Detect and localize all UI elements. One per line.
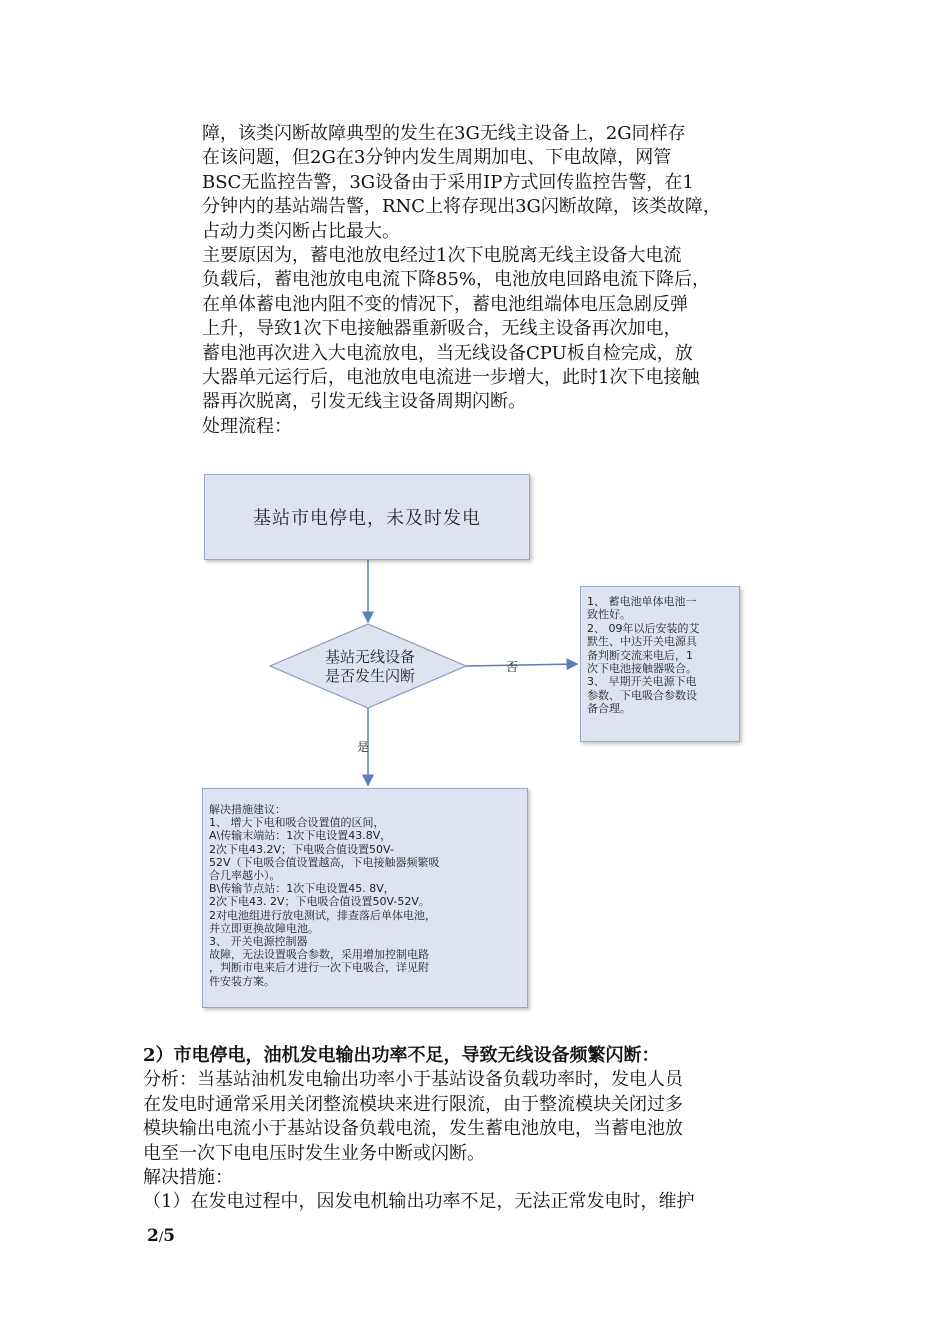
box-text-line: 2对电池组进行放电测试，排查落后单体电池， (209, 908, 436, 922)
box-text-line: ，判断市电来后才进行一次下电吸合，详见附 (209, 961, 429, 975)
box-text-line: A\传输末端站：1次下电设置43.8V， (209, 829, 392, 843)
box-text-line: 3、 早期开关电源下电 (587, 675, 697, 689)
box-text-line: 备合理。 (587, 702, 631, 716)
section-heading: 2）市电停电，油机发电输出功率不足，导致无线设备频繁闪断： (143, 1045, 660, 1066)
box-text-line: 次下电池接触器吸合。 (587, 662, 697, 676)
yes-label: 是 (357, 740, 370, 754)
text-line: 蓄电池再次进入大电流放电，当无线设备CPU板自检完成，放 (202, 342, 693, 364)
no-branch-box (580, 586, 740, 742)
box-text-line: 参数、下电吸合参数设 (587, 688, 697, 702)
process-flowchart (180, 462, 780, 1022)
total-pages: 5 (163, 1226, 176, 1246)
box-text-line: 解决措施建议： (209, 803, 286, 816)
page-number (147, 1226, 175, 1246)
box-text-line: 合几率越小）。 (209, 869, 281, 883)
text-line: 在单体蓄电池内阻不变的情况下，蓄电池组端体电压急剧反弹 (202, 293, 688, 315)
box-text-line: 默生、中达开关电源具 (587, 635, 697, 649)
text-line: （1）在发电过程中，因发电机输出功率不足，无法正常发电时，维护 (143, 1191, 695, 1213)
text-line: 大器单元运行后，电池放电电流进一步增大，此时1次下电接触 (202, 367, 700, 389)
decision-label (280, 648, 460, 686)
page-separator: / (158, 1230, 164, 1245)
box-text-line: 2、 09年以后安装的艾 (587, 621, 700, 635)
start-box-label: 基站市电停电，未及时发电 (253, 508, 481, 529)
text-line: 障，该类闪断故障典型的发生在3G无线主设备上，2G同样存 (202, 123, 686, 144)
box-text-line: 3、 开关电源控制器 (209, 935, 308, 949)
box-text-line: 致性好。 (587, 608, 631, 622)
box-text-line: B\传输节点站：1次下电设置45. 8V， (209, 882, 395, 896)
text-line: 主要原因为，蓄电池放电经过1次下电脱离无线主设备大电流 (202, 245, 682, 267)
text-line: 在该问题，但2G在3分钟内发生周期加电、下电故障，网管 (202, 147, 672, 169)
text-line: 分析：当基站油机发电输出功率小于基站设备负载功率时，发电人员 (143, 1069, 683, 1091)
decision-line: 是否发生闪断 (324, 667, 415, 685)
text-line: 处理流程： (202, 415, 292, 437)
intro-paragraph (202, 122, 814, 439)
text-line: 电至一次下电电压时发生业务中断或闪断。 (143, 1142, 485, 1164)
text-line: 在发电时通常采用关闭整流模块来进行限流，由于整流模块关闭过多 (143, 1093, 683, 1115)
start-box (204, 474, 530, 560)
no-label: 否 (506, 660, 519, 674)
text-line: 器再次脱离，引发无线主设备周期闪断。 (202, 391, 526, 413)
current-page: 2 (147, 1226, 159, 1246)
text-line: 解决措施： (143, 1167, 233, 1189)
text-line: 上升，导致1次下电接触器重新吸合，无线主设备再次加电， (202, 318, 682, 340)
text-line: 分钟内的基站端告警，RNC上将存现出3G闪断故障，该类故障， (202, 196, 721, 218)
decision-line: 基站无线设备 (324, 648, 415, 666)
arrow-no (466, 664, 577, 666)
box-text-line: 并立即更换故障电池。 (209, 921, 319, 935)
box-text-line: 备判断交流来电后，1 (587, 648, 693, 662)
box-text-line: 1、 蓄电池单体电池一 (587, 595, 697, 608)
text-line: 模块输出电流小于基站设备负载电流，发生蓄电池放电，当蓄电池放 (143, 1118, 683, 1140)
box-text-line: 52V（下电吸合值设置越高，下电接触器频繁吸 (209, 855, 440, 869)
yes-branch-box (202, 788, 528, 1008)
box-text-line: 2次下电43.2V；下电吸合值设置50V- (209, 842, 394, 856)
text-line: BSC无监控告警，3G设备由于采用IP方式回传监控告警，在1 (202, 171, 694, 193)
box-text-line: 件安装方案。 (209, 974, 275, 988)
text-line: 占动力类闪断占比最大。 (202, 220, 400, 242)
box-text-line: 故障，无法设置吸合参数，采用增加控制电路 (209, 948, 429, 962)
box-text-line: 2次下电43. 2V；下电吸合值设置50V-52V。 (209, 895, 430, 909)
section-2 (143, 1044, 823, 1215)
text-line: 负载后，蓄电池放电电流下降85%，电池放电回路电流下降后， (202, 269, 711, 291)
box-text-line: 1、 增大下电和吸合设置值的区间， (209, 816, 385, 830)
